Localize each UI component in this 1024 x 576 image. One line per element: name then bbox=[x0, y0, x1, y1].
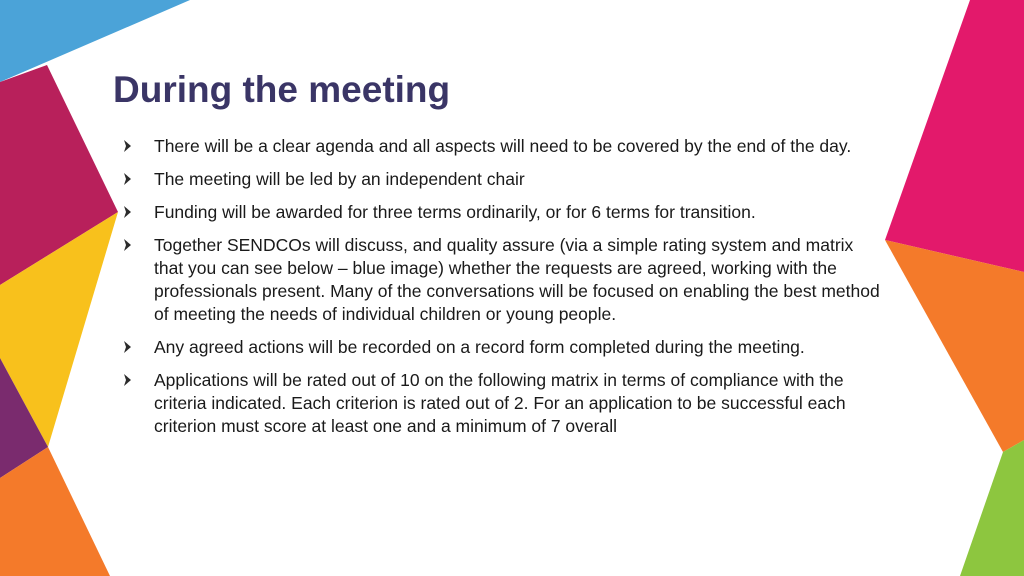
bullet-text: Funding will be awarded for three terms ordinarily, or for 6 terms for transition. bbox=[154, 202, 756, 222]
pink-shape-right bbox=[885, 0, 1024, 272]
orange-shape-right bbox=[885, 240, 1024, 452]
bullet-item bbox=[122, 369, 882, 438]
bullet-item bbox=[122, 201, 882, 224]
bullet-text: Together SENDCOs will discuss, and quality assure (via a simple rating system and matrix that you can see below – blue image) whether the requests are agreed, working with the professionals present. Many of the conversations will be focused on enabling the best method of meeting the needs of individual children or young people. bbox=[154, 235, 880, 324]
arrow-bullet-icon bbox=[122, 340, 134, 354]
bullet-text: There will be a clear agenda and all aspects will need to be covered by the end of the day. bbox=[154, 136, 852, 156]
slide-title: During the meeting bbox=[113, 69, 451, 110]
arrow-bullet-icon bbox=[122, 238, 134, 252]
bullet-text: The meeting will be led by an independent chair bbox=[154, 169, 525, 189]
bullet-item bbox=[122, 135, 882, 158]
arrow-bullet-icon bbox=[122, 205, 134, 219]
arrow-bullet-icon bbox=[122, 139, 134, 153]
bullet-item bbox=[122, 234, 882, 326]
bullet-item bbox=[122, 168, 882, 191]
bullet-list bbox=[122, 135, 882, 448]
bullet-text: Any agreed actions will be recorded on a record form completed during the meeting. bbox=[154, 337, 805, 357]
green-shape-bottom-right bbox=[960, 440, 1024, 576]
arrow-bullet-icon bbox=[122, 373, 134, 387]
bullet-text: Applications will be rated out of 10 on the following matrix in terms of compliance with the criteria indicated. Each criterion is rated out of 2. For an application to be successful each criterion must score at least one and a minimum of 7 overall bbox=[154, 370, 846, 436]
arrow-bullet-icon bbox=[122, 172, 134, 186]
bullet-item bbox=[122, 336, 882, 359]
